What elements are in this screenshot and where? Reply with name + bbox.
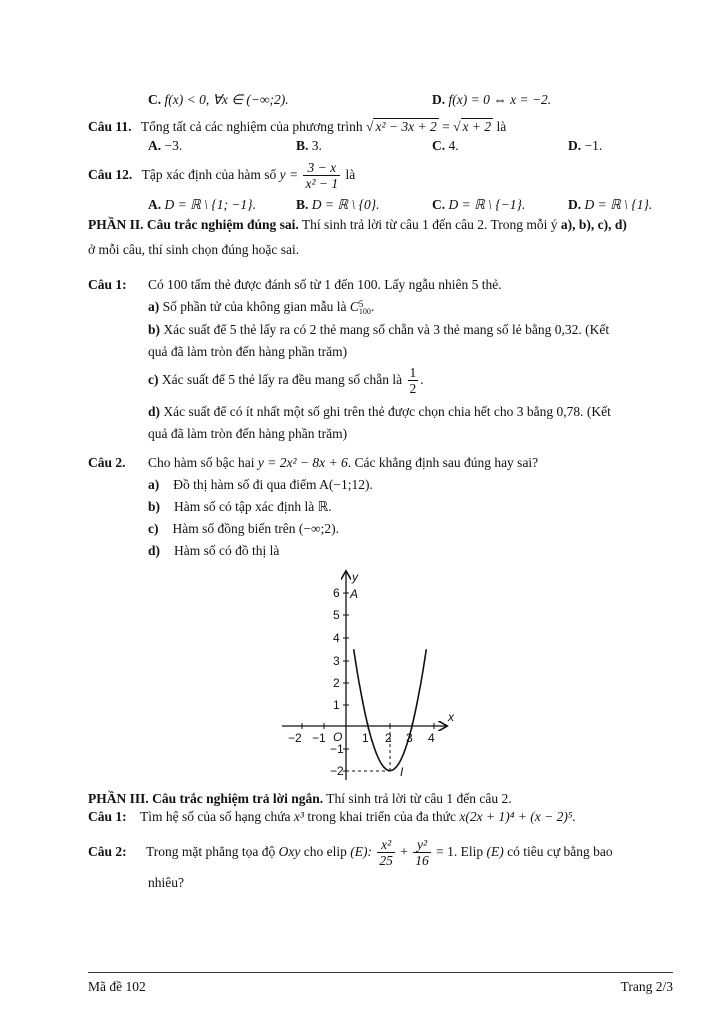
p2q1-item-d-cont: quả đã làm tròn đến hàng phần trăm) [148,426,348,441]
p2q1-item-a: a) Số phần tử của không gian mẫu là C 5 100 . [148,298,375,316]
p2q2-item-c: c) Hàm số đồng biến trên (−∞;2). [148,521,339,536]
q12-option-d: D. D = ℝ \ {1}. [568,197,653,212]
y-tick-label: 4 [333,631,340,645]
y-tick-label: 3 [333,654,340,668]
y-tick-label: −2 [330,764,344,778]
q12-option-c: C. D = ℝ \ {−1}. [432,197,526,212]
p2-question-2-stem: Cho hàm số bậc hai y = 2x² − 8x + 6. Các khẳng định sau đúng hay sai? [148,455,539,470]
p2-question-1-label: Câu 1: [88,277,127,292]
footer-page-number: Trang 2/3 [620,979,673,994]
q12-option-a: A. D = ℝ \ {1; −1}. [148,197,256,212]
p2-question-1-stem: Có 100 tấm thẻ được đánh số từ 1 đến 100. Lấy ngẫu nhiên 5 thẻ. [148,277,502,292]
prev-option-d: D. f(x) = 0 ⇔ x = −2. [432,92,552,107]
p2q1-item-b: b) Xác suất để 5 thẻ lấy ra có 2 thẻ mang số chẵn và 3 thẻ mang số lẻ bằng 0,32. (Kết [148,322,610,337]
y-tick-label: 1 [333,698,340,712]
q11-option-c: C. 4. [432,138,459,153]
p2q2-item-b: b) Hàm số có tập xác định là ℝ. [148,499,332,514]
q11-option-d: D. −1. [568,138,603,153]
x-tick-label: 4 [428,731,435,745]
p2q2-item-a: a) Đồ thị hàm số đi qua điểm A(−1;12). [148,477,373,492]
p2q1-item-c: c) Xác suất để 5 thẻ lấy ra đều mang số chẵn là $\frac{1}{2}$ . [148,365,424,397]
x-tick-label: 2 [385,731,392,745]
q11-option-a: A. −3. [148,138,183,153]
y-axis-label: y [352,570,358,584]
y-tick-label: 2 [333,676,340,690]
x-tick-label: −1 [312,731,326,745]
footer-divider [88,972,673,973]
origin-label: O [333,730,343,744]
p3-question-2: Câu 2: Trong mặt phẳng tọa độ Oxy cho elip (E): $\frac{\text{x²}}{25}$ + $\frac{\text{y²}}{16}$ = 1. Elip (E) có tiêu cự bằng bao [88,837,613,869]
x-axis-label: x [448,710,454,724]
p2q2-item-d: d) Hàm số có đồ thị là [148,543,280,558]
p3-question-1: Câu 1: Tìm hệ số của số hạng chứa x³ trong khai triển của đa thức x(2x + 1)⁴ + (x − 2)⁵. [88,809,576,824]
ellipse-fraction-y: $\frac{\text{y²}}{16}$ [415,837,429,869]
p2-question-2-label: Câu 2. [88,455,126,470]
point-a-label: A [350,587,359,601]
p3-question-2-cont: nhiêu? [148,875,184,890]
q11-option-b: B. 3. [296,138,322,153]
parabola-graph [278,568,458,783]
question-12: Câu 12. Tập xác định của hàm số y = $\frac{3 - x}{\text{x² − 1}}$ là [88,160,356,192]
prev-option-c: C. f(x) < 0, ∀x ∈ (−∞;2). [148,92,289,107]
question-11: Câu 11. Tổng tất cả các nghiệm của phương trình √ x² − 3x + 2 = √ x + 2 là [88,119,507,134]
part3-heading: PHẦN III. Câu trắc nghiệm trả lời ngắn. Thí sinh trả lời từ câu 1 đến câu 2. [88,791,512,806]
point-i-label: I [400,765,404,779]
part2-intro: ở mỗi câu, thí sinh chọn đúng hoặc sai. [88,242,300,257]
y-tick-label: 5 [333,608,340,622]
ellipse-fraction-x: $\frac{\text{x²}}{25}$ [379,837,393,869]
part2-heading: PHẦN II. Câu trắc nghiệm đúng sai. Thí sinh trả lời từ câu 1 đến câu 2. Trong mỗi ý a), b), c), d) [88,217,627,232]
x-tick-label: −2 [288,731,302,745]
footer-exam-code: Mã đề 102 [88,979,146,994]
y-tick-label: 6 [333,586,340,600]
q12-fraction: $\frac{3 - x}{\text{x² − 1}}$ [305,160,339,192]
p2q1-item-d: d) Xác suất để có ít nhất một số ghi trên thẻ được chọn chia hết cho 3 bằng 0,78. (Kết [148,404,611,419]
q12-option-b: B. D = ℝ \ {0}. [296,197,380,212]
y-tick-label: −1 [330,742,344,756]
x-tick-label: 3 [406,731,413,745]
x-tick-label: 1 [362,731,369,745]
p2q1-item-b-cont: quả đã làm tròn đến hàng phần trăm) [148,344,348,359]
half-fraction: $\frac{1}{2}$ [409,365,417,397]
